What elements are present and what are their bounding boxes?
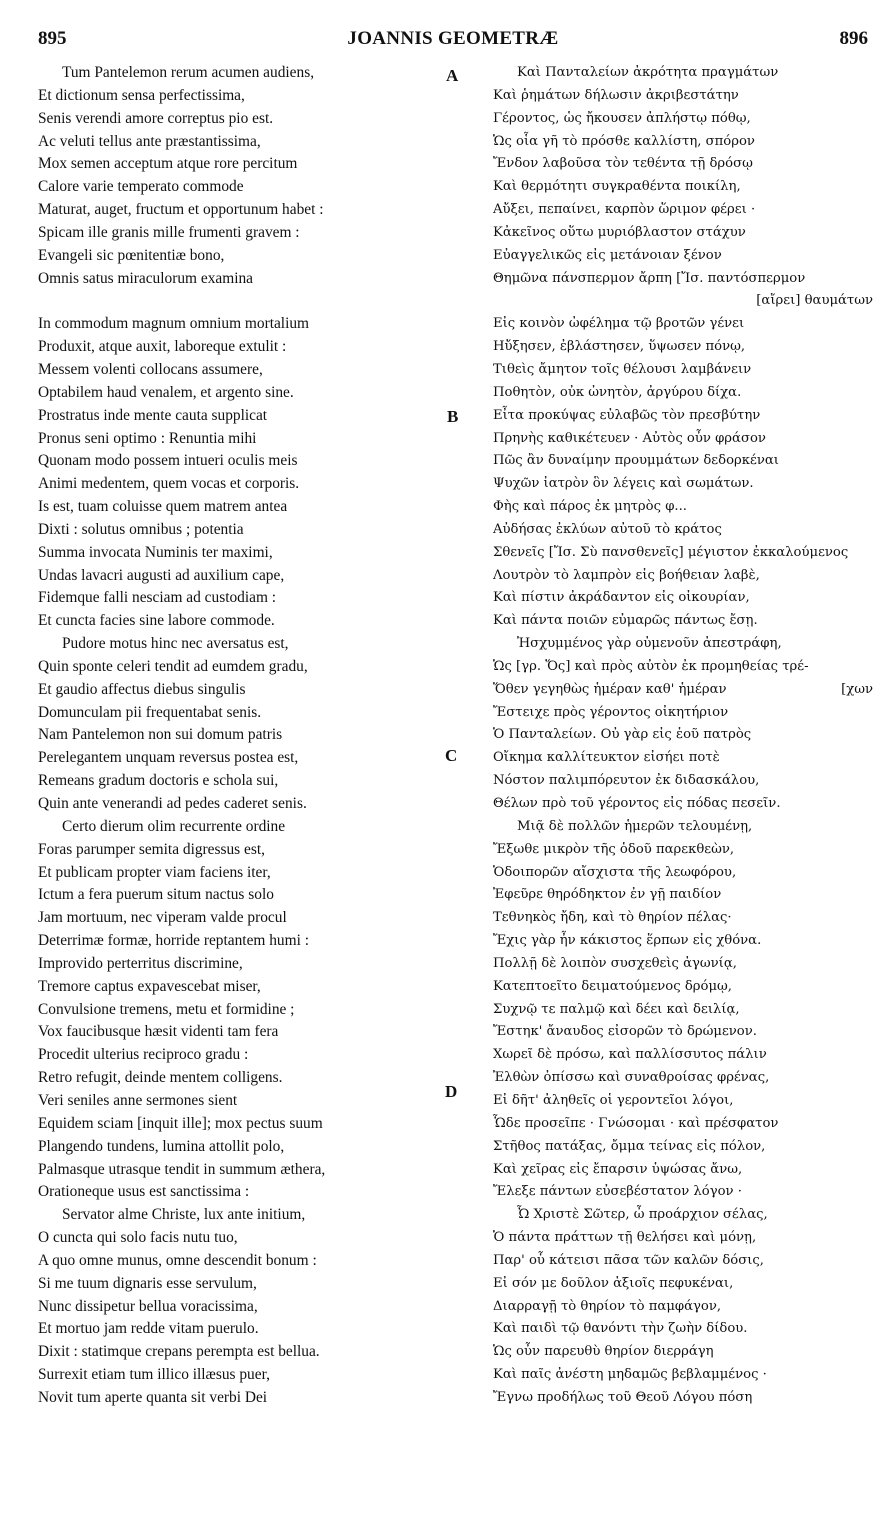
latin-line-text: Pronus seni optimo : Renuntia mihi bbox=[38, 429, 257, 447]
latin-line-text: Vox faucibusque hæsit videnti tam fera bbox=[38, 1023, 279, 1041]
greek-line bbox=[493, 382, 873, 405]
greek-line bbox=[493, 884, 873, 907]
greek-line-text: Κατεπτοεῖτο δειματούμενος δρόμῳ, bbox=[493, 978, 732, 994]
greek-line-text: Ὡς οἷα γῆ τὸ πρόσθε καλλίστη, σπόρον bbox=[493, 133, 755, 149]
latin-line bbox=[38, 1090, 443, 1113]
latin-line bbox=[38, 1387, 443, 1410]
greek-line bbox=[493, 222, 873, 245]
greek-line bbox=[493, 1181, 873, 1204]
latin-line bbox=[38, 176, 443, 199]
greek-line bbox=[493, 1021, 873, 1044]
latin-line-text: O cuncta qui solo facis nutu tuo, bbox=[38, 1229, 238, 1247]
latin-line bbox=[38, 473, 443, 496]
greek-line-text: Ἔστηκ' ἄναυδος εἰσορῶν τὸ δρώμενον. bbox=[493, 1024, 757, 1040]
latin-line bbox=[38, 153, 443, 176]
latin-line-text: Procedit ulterius reciproco gradu : bbox=[38, 1046, 249, 1064]
greek-line-text: Ἔστειχε πρὸς γέροντος οἰκητήριον bbox=[493, 704, 729, 720]
greek-line bbox=[493, 565, 873, 588]
greek-line bbox=[493, 1090, 873, 1113]
latin-line bbox=[38, 816, 443, 839]
greek-line bbox=[493, 1387, 873, 1410]
latin-line bbox=[38, 884, 443, 907]
greek-line-text: Καὶ πάντα ποιῶν εὐμαρῶς πάντως ἔσῃ. bbox=[493, 613, 758, 629]
greek-line-text: Τιθεὶς ἄμητον τοῖς θέλουσι λαμβάνειν bbox=[493, 361, 752, 377]
latin-column bbox=[38, 62, 443, 1410]
latin-line-text: Evangeli sic pœnitentiæ bono, bbox=[38, 246, 225, 264]
greek-line-text: Καὶ θερμότητι συγκραθέντα ποικίλη, bbox=[493, 179, 741, 195]
greek-line bbox=[493, 679, 873, 702]
greek-line-text: Ἔνδον λαβοῦσα τὸν τεθέντα τῇ δρόσῳ bbox=[493, 156, 753, 172]
greek-line-text: Στῆθος πατάξας, ὄμμα τείνας εἰς πόλον, bbox=[493, 1138, 766, 1154]
greek-line bbox=[493, 473, 873, 496]
greek-line-text: Ἔχις γὰρ ἦν κάκιστος ἕρπων εἰς χθόνα. bbox=[493, 933, 762, 949]
greek-line-text: Καὶ παῖς ἀνέστη μηδαμῶς βεβλαμμένος · bbox=[493, 1367, 767, 1383]
latin-line bbox=[38, 839, 443, 862]
latin-line-text: Equidem sciam [inquit ille]; mox pectus suum bbox=[38, 1114, 323, 1132]
greek-line-text: Παρ' οὗ κάτεισι πᾶσα τῶν καλῶν δόσις, bbox=[493, 1252, 764, 1268]
greek-line-text: Χωρεῖ δὲ πρόσω, καὶ παλλίσσυτος πάλιν bbox=[493, 1047, 767, 1063]
greek-line-text: Ἐλθὼν ὀπίσσω καὶ συναθροίσας φρένας, bbox=[493, 1070, 770, 1086]
greek-line-text: Ὁ Πανταλείων. Οὐ γὰρ εἰς ἑοῦ πατρὸς bbox=[493, 727, 752, 743]
greek-line bbox=[493, 702, 873, 725]
greek-line-text: Θέλων πρὸ τοῦ γέροντος εἰς πόδας πεσεῖν. bbox=[493, 796, 781, 811]
latin-line-text: Improvido perterritus discrimine, bbox=[38, 954, 243, 972]
greek-line-text: Ὡς [γρ. Ὅς] καὶ πρὸς αὐτὸν ἐκ προμηθείας τρέ- bbox=[493, 658, 809, 674]
page-header bbox=[38, 28, 868, 58]
greek-line-text: Μιᾷ δὲ πολλῶν ἡμερῶν τελουμένῃ, bbox=[517, 818, 753, 834]
latin-line-text: Dixti : solutus omnibus ; potentia bbox=[38, 520, 244, 538]
latin-line bbox=[38, 1136, 443, 1159]
latin-line-text: Quin sponte celeri tendit ad eumdem gradu, bbox=[38, 657, 308, 675]
greek-line bbox=[493, 953, 873, 976]
greek-line bbox=[493, 930, 873, 953]
latin-line bbox=[38, 268, 443, 291]
latin-line bbox=[38, 679, 443, 702]
latin-line-text: Et gaudio affectus diebus singulis bbox=[38, 680, 246, 698]
greek-line bbox=[493, 496, 873, 519]
greek-line bbox=[493, 793, 873, 816]
latin-line bbox=[38, 359, 443, 382]
latin-line-text: Omnis satus miraculorum examina bbox=[38, 269, 253, 287]
greek-line bbox=[493, 290, 873, 313]
latin-line bbox=[38, 428, 443, 451]
greek-line bbox=[493, 85, 873, 108]
latin-line-text: Is est, tuam coluisse quem matrem antea bbox=[38, 498, 288, 516]
greek-line bbox=[493, 1136, 873, 1159]
greek-line-text: Καὶ χεῖρας εἰς ἔπαρσιν ὑψώσας ἄνω, bbox=[493, 1161, 743, 1177]
latin-line bbox=[38, 222, 443, 245]
latin-line bbox=[38, 1204, 443, 1227]
section-marker-c: C bbox=[445, 746, 458, 765]
latin-line-text: Deterrimæ formæ, horride reptantem humi : bbox=[38, 932, 309, 950]
greek-line bbox=[493, 907, 873, 930]
greek-line-text: Συχνῷ τε παλμῷ καὶ δέει καὶ δειλίᾳ, bbox=[493, 1001, 740, 1017]
greek-line bbox=[493, 1296, 873, 1319]
latin-line-text: Tum Pantelemon rerum acumen audiens, bbox=[62, 64, 315, 81]
latin-line bbox=[38, 1159, 443, 1182]
greek-line bbox=[493, 359, 873, 382]
greek-line-text: Πολλῇ δὲ λοιπὸν συσχεθεὶς ἀγωνίᾳ, bbox=[493, 955, 737, 971]
latin-line-text: Et dictionum sensa perfectissima, bbox=[38, 86, 245, 104]
greek-line-text: Εὐαγγελικῶς εἰς μετάνοιαν ξένον bbox=[493, 247, 722, 263]
greek-line-text: [αἴρει] θαυμάτων bbox=[756, 293, 873, 309]
latin-line-text: Optabilem haud venalem, et argento sine. bbox=[38, 383, 294, 401]
latin-line-text: Servator alme Christe, lux ante initium, bbox=[62, 1206, 306, 1224]
greek-line bbox=[493, 108, 873, 131]
latin-line-text: Perelegantem unquam reversus postea est, bbox=[38, 749, 299, 767]
latin-line bbox=[38, 1044, 443, 1067]
latin-line bbox=[38, 199, 443, 222]
latin-line-text: Pudore motus hinc nec aversatus est, bbox=[62, 635, 289, 653]
latin-line bbox=[38, 1273, 443, 1296]
greek-line bbox=[493, 405, 873, 428]
section-marker-a: A bbox=[446, 66, 459, 85]
greek-line-text: Καὶ πίστιν ἀκράδαντον εἰς οἰκουρίαν, bbox=[493, 590, 750, 606]
latin-line bbox=[38, 245, 443, 268]
greek-line-text: Φὴς καὶ πάρος ἐκ μητρὸς φ... bbox=[493, 499, 688, 515]
greek-line bbox=[493, 999, 873, 1022]
greek-line-text: Ἔγνω προδήλως τοῦ Θεοῦ Λόγου πόση bbox=[493, 1389, 753, 1405]
latin-line bbox=[38, 1181, 443, 1204]
greek-line-text: Αὐδήσας ἐκλύων αὐτοῦ τὸ κράτος bbox=[493, 521, 722, 537]
latin-line-text: Surrexit etiam tum illico illæsus puer, bbox=[38, 1366, 270, 1384]
latin-line bbox=[38, 542, 443, 565]
latin-line-text: Quin ante venerandi ad pedes caderet senis. bbox=[38, 795, 307, 812]
greek-line-text: Ὁ πάντα πράττων τῇ θελήσει καὶ μόνῃ, bbox=[493, 1230, 757, 1246]
greek-line-text: Εἰ σόν με δοῦλον ἀξιοῖς πεφυκέναι, bbox=[493, 1275, 734, 1291]
greek-line-text: Εἶτα προκύψας εὐλαβῶς τὸν πρεσβύτην bbox=[493, 407, 761, 423]
greek-line bbox=[493, 587, 873, 610]
latin-line bbox=[38, 1227, 443, 1250]
greek-line bbox=[493, 245, 873, 268]
latin-line bbox=[38, 610, 443, 633]
latin-line bbox=[38, 290, 443, 313]
greek-line bbox=[493, 268, 873, 291]
latin-line-text: Et cuncta facies sine labore commode. bbox=[38, 612, 275, 630]
greek-line-text: Ψυχῶν ἰατρὸν ὃν λέγεις καὶ σωμάτων. bbox=[493, 476, 754, 492]
greek-line-text: Εἰς κοινὸν ὠφέλημα τῷ βροτῶν γένει bbox=[493, 316, 745, 332]
greek-line bbox=[493, 1044, 873, 1067]
greek-hanging-fragment: [χων bbox=[841, 681, 873, 697]
greek-line-text: Ὡς οὖν παρευθὺ θηρίον διερράγη bbox=[493, 1344, 714, 1360]
greek-line bbox=[493, 199, 873, 222]
greek-line bbox=[493, 1364, 873, 1387]
latin-line-text: Undas lavacri augusti ad auxilium cape, bbox=[38, 566, 285, 584]
section-marker-b: B bbox=[447, 407, 459, 426]
latin-line-text: Ictum a fera puerum situm nactus solo bbox=[38, 886, 274, 904]
latin-line bbox=[38, 565, 443, 588]
greek-line-text: Ἔξωθε μικρὸν τῆς ὁδοῦ παρεκθεὼν, bbox=[493, 841, 735, 857]
greek-line-text: Αὔξει, πεπαίνει, καρπὸν ὥριμον φέρει · bbox=[493, 202, 756, 218]
greek-line bbox=[493, 656, 873, 679]
latin-line bbox=[38, 131, 443, 154]
greek-line-text: Οἴκημα καλλίτευκτον εἰσήει ποτὲ bbox=[493, 750, 720, 766]
latin-line-text: Retro refugit, deinde mentem colligens. bbox=[38, 1069, 283, 1087]
greek-line bbox=[493, 1067, 873, 1090]
greek-line bbox=[493, 153, 873, 176]
latin-line bbox=[38, 1067, 443, 1090]
greek-line bbox=[493, 176, 873, 199]
latin-line bbox=[38, 587, 443, 610]
greek-line-text: Ποθητὸν, οὐκ ὠνητὸν, ἀργύρου δίχα. bbox=[493, 384, 742, 400]
latin-line bbox=[38, 336, 443, 359]
latin-line bbox=[38, 313, 443, 336]
latin-line bbox=[38, 450, 443, 473]
latin-line bbox=[38, 62, 443, 85]
latin-line-text: Et publicam propter viam faciens iter, bbox=[38, 863, 271, 881]
greek-line bbox=[493, 1273, 873, 1296]
greek-line bbox=[493, 62, 873, 85]
latin-line bbox=[38, 702, 443, 725]
greek-line-text: Ἔλεξε πάντων εὐσεβέστατον λόγον · bbox=[493, 1184, 742, 1200]
greek-line bbox=[493, 450, 873, 473]
latin-line bbox=[38, 930, 443, 953]
greek-line bbox=[493, 816, 873, 839]
latin-line-text: Tremore captus expavescebat miser, bbox=[38, 977, 261, 995]
greek-line-text: Καὶ Πανταλείων ἀκρότητα πραγμάτων bbox=[517, 65, 779, 80]
greek-line bbox=[493, 1113, 873, 1136]
greek-line bbox=[493, 1204, 873, 1227]
latin-line-text: Palmasque utrasque tendit in summum æthera, bbox=[38, 1160, 326, 1178]
greek-line bbox=[493, 610, 873, 633]
latin-line bbox=[38, 999, 443, 1022]
latin-line bbox=[38, 976, 443, 999]
latin-line-text: Nunc dissipetur bellua voracissima, bbox=[38, 1297, 258, 1315]
latin-line-text: Veri seniles anne sermones sient bbox=[38, 1091, 238, 1109]
latin-line-text: Si me tuum dignaris esse servulum, bbox=[38, 1274, 257, 1292]
greek-line-text: Ὧδε προσεῖπε · Γνώσομαι · καὶ πρέσφατον bbox=[493, 1115, 779, 1131]
greek-line-text: Σθενεῖς [Ἴσ. Σὺ πανσθενεῖς] μέγιστον ἐκκαλούμενος bbox=[493, 544, 849, 560]
latin-line bbox=[38, 496, 443, 519]
latin-line-text: Calore varie temperato commode bbox=[38, 178, 244, 196]
latin-line bbox=[38, 1318, 443, 1341]
latin-line-text: Et mortuo jam redde vitam puerulo. bbox=[38, 1320, 259, 1338]
latin-line bbox=[38, 724, 443, 747]
greek-line-text: Ὦ Χριστὲ Σῶτερ, ὦ προάρχιον σέλας, bbox=[517, 1207, 768, 1223]
greek-line-text: Καὶ ῥημάτων δήλωσιν ἀκριβεστάτην bbox=[493, 87, 739, 103]
greek-line-text: Ὁδοιπορῶν αἴσχιστα τῆς λεωφόρου, bbox=[493, 864, 737, 880]
latin-line-text: Convulsione tremens, metu et formidine ; bbox=[38, 1000, 295, 1018]
greek-line bbox=[493, 633, 873, 656]
greek-line bbox=[493, 1250, 873, 1273]
latin-line-text: Orationeque usus est sanctissima : bbox=[38, 1183, 250, 1201]
greek-line-text: Εἰ δῆτ' ἀληθεῖς οἱ γεροντεῖοι λόγοι, bbox=[493, 1092, 734, 1108]
greek-line-text: Κἀκεῖνος οὕτω μυριόβλαστον στάχυν bbox=[493, 224, 746, 240]
right-page-number: 896 bbox=[839, 28, 868, 49]
greek-line bbox=[493, 1227, 873, 1250]
latin-line bbox=[38, 953, 443, 976]
greek-line bbox=[493, 336, 873, 359]
greek-line bbox=[493, 747, 873, 770]
latin-line bbox=[38, 405, 443, 428]
latin-line bbox=[38, 747, 443, 770]
latin-line-text: Foras parumper semita digressus est, bbox=[38, 840, 265, 858]
latin-line-text: Mox semen acceptum atque rore percitum bbox=[38, 155, 298, 173]
latin-line bbox=[38, 793, 443, 816]
latin-line-text: A quo omne munus, omne descendit bonum : bbox=[38, 1251, 317, 1269]
latin-line bbox=[38, 1364, 443, 1387]
greek-line-text: Ηὔξησεν, ἐβλάστησεν, ὕψωσεν πόνῳ, bbox=[493, 339, 746, 355]
latin-line-text: Senis verendi amore correptus pio est. bbox=[38, 109, 274, 127]
latin-line-text: Animi medentem, quem vocas et corporis. bbox=[38, 475, 300, 493]
latin-line bbox=[38, 1296, 443, 1319]
latin-line bbox=[38, 633, 443, 656]
greek-line-text: Ἠσχυμμένος γὰρ οὐμενοῦν ἀπεστράφη, bbox=[517, 636, 782, 652]
latin-line-text: Produxit, atque auxit, laboreque extulit : bbox=[38, 338, 287, 356]
latin-line-text: Plangendo tundens, lumina attollit polo, bbox=[38, 1137, 285, 1155]
latin-line-text: Dixit : statimque crepans perempta est bellua. bbox=[38, 1343, 320, 1361]
latin-line bbox=[38, 907, 443, 930]
latin-line-text: Summa invocata Numinis ter maximi, bbox=[38, 543, 273, 561]
latin-line-text: Nam Pantelemon non sui domum patris bbox=[38, 726, 283, 744]
latin-line bbox=[38, 1113, 443, 1136]
greek-line-text: Λουτρὸν τὸ λαμπρὸν εἰς βοήθειαν λαβὲ, bbox=[493, 567, 760, 583]
latin-line-text: Ac veluti tellus ante præstantissima, bbox=[38, 132, 261, 150]
greek-column bbox=[493, 62, 873, 1410]
greek-line bbox=[493, 131, 873, 154]
latin-line-text: Certo dierum olim recurrente ordine bbox=[62, 817, 286, 835]
greek-line-text: Ὅθεν γεγηθὼς ἡμέραν καθ' ἡμέραν bbox=[493, 681, 727, 697]
latin-line bbox=[38, 1341, 443, 1364]
latin-line-text: Novit tum aperte quanta sit verbi Dei bbox=[38, 1388, 268, 1406]
greek-line-text: Πρηνὴς καθικέτευεν · Αὐτὸς οὖν φράσον bbox=[493, 430, 766, 446]
section-marker-d: D bbox=[445, 1082, 458, 1101]
greek-line bbox=[493, 839, 873, 862]
greek-line bbox=[493, 1159, 873, 1182]
greek-line bbox=[493, 862, 873, 885]
latin-line-text: Jam mortuum, nec viperam valde procul bbox=[38, 909, 287, 927]
greek-line bbox=[493, 770, 873, 793]
greek-line bbox=[493, 1341, 873, 1364]
greek-line-text: Πῶς ἂν δυναίμην προυμμάτων δεδορκέναι bbox=[493, 453, 779, 469]
latin-line-text: Maturat, auget, fructum et opportunum habet : bbox=[38, 201, 324, 219]
latin-line bbox=[38, 862, 443, 885]
latin-line-text: In commodum magnum omnium mortalium bbox=[38, 315, 310, 333]
greek-line bbox=[493, 428, 873, 451]
latin-line bbox=[38, 1250, 443, 1273]
greek-line-text: Καὶ παιδὶ τῷ θανόντι τὴν ζωὴν δίδου. bbox=[493, 1321, 748, 1337]
latin-line-text: Fidemque falli nesciam ad custodiam : bbox=[38, 589, 277, 607]
greek-line-text: Γέροντος, ὡς ἤκουσεν ἀπλήστῳ πόθῳ, bbox=[493, 110, 751, 126]
latin-line-text: Prostratus inde mente cauta supplicat bbox=[38, 406, 268, 424]
greek-line bbox=[493, 313, 873, 336]
latin-line bbox=[38, 1021, 443, 1044]
latin-line-text: Messem volenti collocans assumere, bbox=[38, 360, 263, 378]
latin-line-text: Remeans gradum doctoris e schola sui, bbox=[38, 772, 279, 790]
latin-line bbox=[38, 656, 443, 679]
greek-line bbox=[493, 976, 873, 999]
greek-line bbox=[493, 1318, 873, 1341]
latin-line bbox=[38, 108, 443, 131]
running-title: JOANNIS GEOMETRÆ bbox=[347, 28, 559, 49]
greek-line bbox=[493, 542, 873, 565]
latin-line bbox=[38, 519, 443, 542]
greek-line-text: Θημῶνα πάνσπερμον ἄρπη [Ἴσ. παντόσπερμον bbox=[493, 270, 806, 286]
greek-line-text: Τεθνηκὸς ἤδη, καὶ τὸ θηρίον πέλας· bbox=[493, 910, 732, 926]
latin-line bbox=[38, 382, 443, 405]
latin-line-text: Spicam ille granis mille frumenti gravem : bbox=[38, 223, 300, 241]
latin-line bbox=[38, 85, 443, 108]
greek-line bbox=[493, 724, 873, 747]
greek-line bbox=[493, 519, 873, 542]
greek-line-text: Διαρραγῇ τὸ θηρίον τὸ παμφάγον, bbox=[493, 1298, 722, 1314]
greek-line-text: Νόστον παλιμπόρευτον ἐκ διδασκάλου, bbox=[493, 773, 760, 789]
latin-line-text: Quonam modo possem intueri oculis meis bbox=[38, 452, 298, 470]
latin-line bbox=[38, 770, 443, 793]
greek-line-text: Ἐφεῦρε θηρόδηκτον ἐν γῇ παιδίον bbox=[493, 887, 722, 903]
left-page-number: 895 bbox=[38, 28, 67, 49]
latin-line-text: Domunculam pii frequentabat senis. bbox=[38, 703, 262, 721]
